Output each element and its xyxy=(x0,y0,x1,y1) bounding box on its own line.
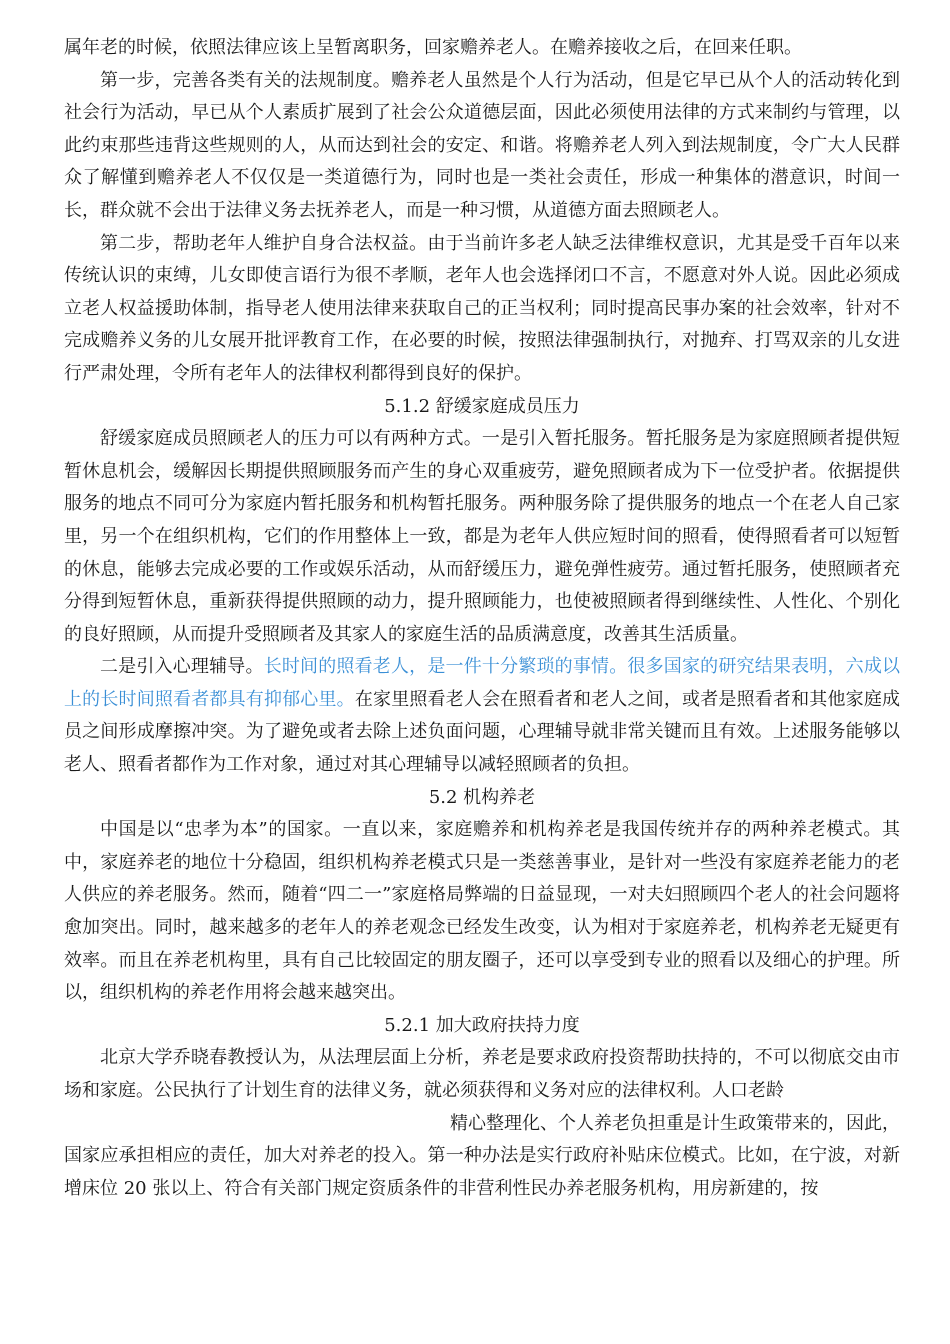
paragraph-continuation: 属年老的时候，依照法律应该上呈暂离职务，回家赡养老人。在赡养接收之后，在回来任职。 xyxy=(64,37,802,58)
section-heading-5-1-2: 5.1.2 舒缓家庭成员压力 xyxy=(384,395,580,417)
paragraph-respite-service: 舒缓家庭成员照顾老人的压力可以有两种方式。一是引入暂托服务。暂托服务是为家庭照顾者提供短暂休息机会，缓解因长期提供照顾服务而产生的身心双重疲劳，避免照顾者成为下一位受护者。依据提供服务的地点不同可分为家庭内暂托服务和机构暂托服务。两种服务除了提供服务的地点一个在老人自己家里，另一个在组织机构，它们的作用整体上一致，都是为老年人供应短时间的照看，使得照看者可以短暂的休息，能够去完成必要的工作或娱乐活动，从而舒缓压力，避免弹性疲劳。通过暂托服务，使照顾者充分得到短暂休息，重新获得提供照顾的动力，提升照顾能力，也使被照顾者得到继续性、人性化、个别化的良好照顾，从而提升受照顾者及其家人的家庭生活的品质满意度，改善其生活质量。 xyxy=(64,428,900,645)
highlighted-text: 长时间的照看老人，是一件十分繁琐的事情。很多国家的研究结果表明，六成以上的长时间照看者都具有抑郁心里。 xyxy=(64,656,901,710)
paragraph-government-support: 北京大学乔晓春教授认为，从法理层面上分析，养老是要求政府投资帮助扶持的，不可以彻底交由市场和家庭。公民执行了计划生育的法律义务，就必须获得和义务对应的法律权利。人口老龄 xyxy=(64,1047,900,1101)
paragraph-government-support-cont: 精心整理化、个人养老负担重是计生政策带来的，因此， xyxy=(450,1112,900,1134)
paragraph-step-two: 第二步，帮助老年人维护自身合法权益。由于当前许多老人缺乏法律维权意识，尤其是受千百年以来传统认识的束缚，儿女即使言语行为很不孝顺，老年人也会选择闭口不言，不愿意对外人说。因此必须成立老人权益援助体制，指导老人使用法律来获取自己的正当权利；同时提高民事办案的社会效率，针对不完成赡养义务的儿女展开批评教育工作，在必要的时候，按照法律强制执行，对抛弃、打骂双亲的儿女进行严肃处理，令所有老年人的法律权利都得到良好的保护。 xyxy=(64,232,900,384)
section-heading-5-2: 5.2 机构养老 xyxy=(428,786,536,808)
paragraph-psych-counseling xyxy=(64,651,900,781)
paragraph-step-one: 第一步，完善各类有关的法规制度。赡养老人虽然是个人行为活动，但是它早已从个人的活动转化到社会行为活动，早已从个人素质扩展到了社会公众道德层面，因此必须使用法律的方式来制约与管理，以此约束那些违背这些规则的人，从而达到社会的安定、和谐。将赡养老人列入到法规制度，令广大人民群众了解懂到赡养老人不仅仅是一类道德行为，同时也是一类社会责任，形成一种集体的潜意识，时间一长，群众就不会出于法律义务去抚养老人，而是一种习惯，从道德方面去照顾老人。 xyxy=(64,69,900,221)
counseling-rest: 在家里照看老人会在照看者和老人之间，或者是照看者和其他家庭成员之间形成摩擦冲突。为了避免或者去除上述负面问题，心理辅导就非常关键而且有效。上述服务能够以老人、照看者都作为工作对象，通过对其心理辅导以减轻照顾者的负担。 xyxy=(64,688,900,776)
section-heading-5-2-1: 5.2.1 加大政府扶持力度 xyxy=(384,1014,580,1036)
paragraph-government-support-end: 国家应承担相应的责任，加大对养老的投入。第一种办法是实行政府补贴床位模式。比如，在宁波，对新增床位 20 张以上、符合有关部门规定资质条件的非营利性民办养老服务机构，用房新建的，按 xyxy=(64,1145,900,1199)
counseling-lead: 二是引入心理辅导。 xyxy=(100,656,264,678)
paragraph-institutional-care: 中国是以“忠孝为本”的国家。一直以来，家庭赡养和机构养老是我国传统并存的两种养老模式。其中，家庭养老的地位十分稳固，组织机构养老模式只是一类慈善事业，是针对一些没有家庭养老能力的老人供应的养老服务。然而，随着“四二一”家庭格局弊端的日益显现，一对夫妇照顾四个老人的社会问题将愈加突出。同时，越来越多的老年人的养老观念已经发生改变，认为相对于家庭养老，机构养老无疑更有效率。而且在养老机构里，具有自己比较固定的朋友圈子，还可以享受到专业的照看以及细心的护理。所以，组织机构的养老作用将会越来越突出。 xyxy=(64,819,900,1004)
